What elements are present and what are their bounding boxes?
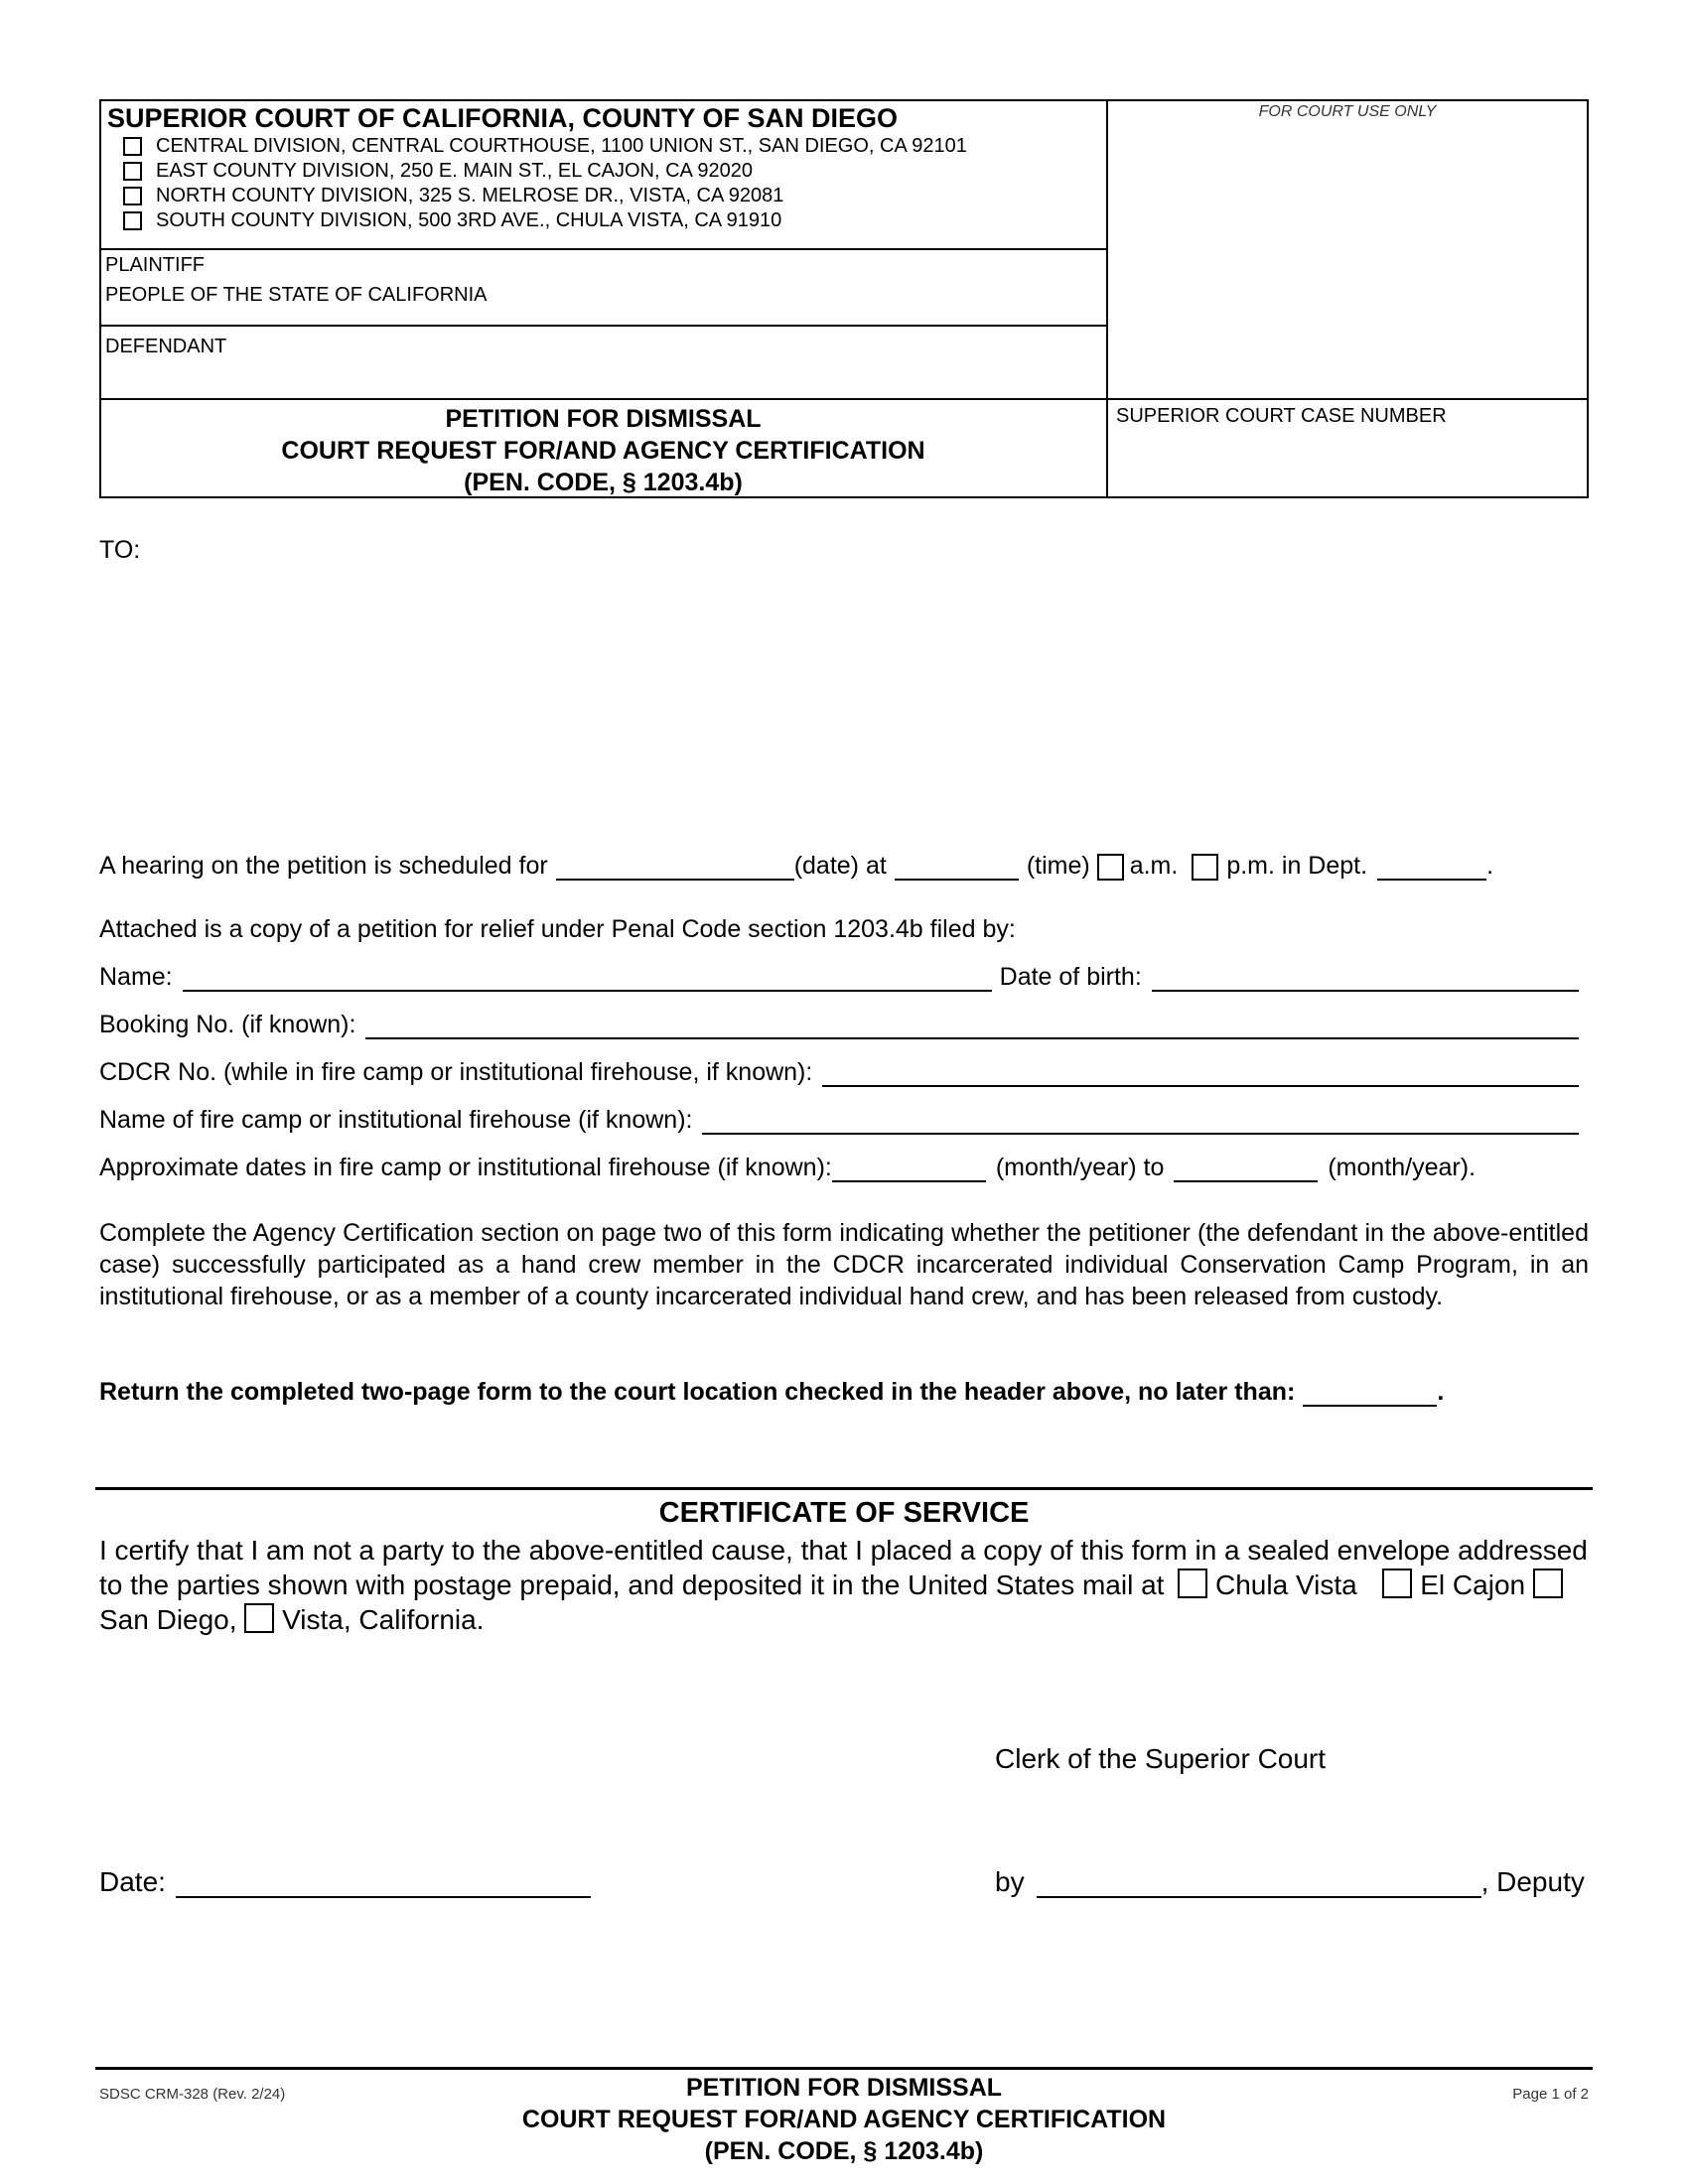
footer-divider	[95, 2067, 1593, 2070]
certificate-text	[99, 1533, 1589, 1637]
footer-title	[99, 2072, 1589, 2167]
end-month-year-field[interactable]	[1174, 1155, 1318, 1182]
form-title-line-1: PETITION FOR DISMISSAL	[445, 405, 762, 433]
pm-checkbox[interactable]	[1192, 854, 1218, 881]
to-address-area[interactable]	[99, 571, 1589, 799]
case-number-label: SUPERIOR COURT CASE NUMBER	[1116, 405, 1447, 427]
division-central-checkbox[interactable]	[123, 137, 142, 156]
to-label: TO:	[99, 536, 141, 564]
division-central-label: CENTRAL DIVISION, CENTRAL COURTHOUSE, 1100 UNION ST., SAN DIEGO, CA 92101	[156, 135, 967, 157]
return-row: Return the completed two-page form to the court location checked in the header above, no later than: .	[99, 1378, 1445, 1406]
deputy-label: , Deputy	[1480, 1866, 1585, 1897]
dob-field[interactable]	[1152, 964, 1579, 992]
date-field[interactable]	[176, 1868, 591, 1898]
footer-title-line-1: PETITION FOR DISMISSAL	[685, 2074, 1003, 2102]
division-east-label: EAST COUNTY DIVISION, 250 E. MAIN ST., EL CAJON, CA 92020	[156, 160, 753, 182]
dates-row	[99, 1154, 1476, 1182]
certificate-divider	[95, 1487, 1593, 1490]
camp-label: Name of fire camp or institutional firehouse (if known):	[99, 1106, 693, 1134]
booking-row	[99, 1011, 1579, 1039]
vista-checkbox[interactable]	[244, 1603, 274, 1633]
division-north	[123, 184, 967, 208]
hearing-row	[99, 852, 1493, 881]
instructions-paragraph: Complete the Agency Certification section on page two of this form indicating whether the petitioner (the defendant in the above-entitled case) successfully participated as a hand crew member in the CDCR incarcerated individual Conservation Camp Program, in an institutional firehouse, or as a member of a county incarcerated individual hand crew, and has been released from custody.	[99, 1219, 1589, 1310]
return-deadline-field[interactable]	[1303, 1379, 1437, 1407]
booking-label: Booking No. (if known):	[99, 1011, 356, 1038]
division-south-label: SOUTH COUNTY DIVISION, 500 3RD AVE., CHULA VISTA, CA 91910	[156, 209, 782, 231]
footer-title-line-2: COURT REQUEST FOR/AND AGENCY CERTIFICATION	[521, 2106, 1167, 2133]
date-label: Date:	[99, 1866, 166, 1897]
form-title-line-2: COURT REQUEST FOR/AND AGENCY CERTIFICATION	[281, 437, 925, 465]
camp-field[interactable]	[702, 1107, 1579, 1135]
booking-field[interactable]	[365, 1012, 1579, 1039]
month-year-to: (month/year) to	[995, 1154, 1165, 1181]
division-south-checkbox[interactable]	[123, 211, 142, 230]
hearing-time-field[interactable]	[895, 853, 1019, 881]
deputy-signature-field[interactable]	[1037, 1868, 1481, 1898]
attached-text: Attached is a copy of a petition for relief under Penal Code section 1203.4b filed by:	[99, 915, 1016, 943]
header-divider-plaintiff	[99, 248, 1107, 250]
cdcr-label: CDCR No. (while in fire camp or institutional firehouse, if known):	[99, 1058, 813, 1086]
hearing-time-label: (time)	[1026, 852, 1090, 880]
return-text: Return the completed two-page form to the court location checked in the header above, no later than:	[99, 1378, 1296, 1406]
dates-label: Approximate dates in fire camp or institutional firehouse (if known):	[99, 1154, 832, 1181]
san-diego-label: San Diego,	[99, 1604, 237, 1635]
san-diego-checkbox[interactable]	[1533, 1569, 1563, 1598]
defendant-label: DEFENDANT	[105, 336, 227, 357]
date-signature-row	[99, 1866, 591, 1898]
hearing-prefix: A hearing on the petition is scheduled for	[99, 852, 548, 880]
court-use-only-label: FOR COURT USE ONLY	[1258, 103, 1437, 120]
vista-label: Vista, California.	[282, 1604, 485, 1635]
court-title: SUPERIOR COURT OF CALIFORNIA, COUNTY OF SAN DIEGO	[107, 103, 899, 133]
division-east	[123, 159, 967, 184]
division-east-checkbox[interactable]	[123, 162, 142, 181]
pm-label: p.m. in Dept.	[1226, 852, 1368, 880]
attached-statement	[99, 915, 1016, 944]
name-field[interactable]	[183, 964, 992, 992]
division-north-checkbox[interactable]	[123, 187, 142, 205]
am-checkbox[interactable]	[1097, 854, 1124, 881]
camp-row	[99, 1106, 1579, 1135]
case-number-field[interactable]	[1116, 437, 1573, 486]
name-label: Name:	[99, 963, 173, 991]
certificate-statement: I certify that I am not a party to the above-entitled cause, that I placed a copy of this form in a sealed envelope addressed to the parties shown with postage prepaid, and deposited it in the United States mail at	[99, 1535, 1588, 1600]
division-list	[123, 134, 967, 233]
dob-label: Date of birth:	[999, 963, 1142, 991]
form-id: SDSC CRM-328 (Rev. 2/24)	[99, 2086, 286, 2103]
clerk-label: Clerk of the Superior Court	[995, 1743, 1327, 1774]
name-row	[99, 963, 1579, 992]
header-divider-title	[99, 398, 1589, 400]
hearing-end: .	[1486, 852, 1494, 880]
by-deputy-row	[995, 1866, 1585, 1898]
division-south	[123, 208, 967, 233]
plaintiff-label: PLAINTIFF	[105, 254, 206, 276]
certificate-title: CERTIFICATE OF SERVICE	[658, 1497, 1030, 1529]
el-cajon-checkbox[interactable]	[1382, 1569, 1412, 1598]
chula-vista-label: Chula Vista	[1215, 1570, 1357, 1600]
division-central	[123, 134, 967, 159]
page-number: Page 1 of 2	[1512, 2086, 1589, 2103]
start-month-year-field[interactable]	[832, 1155, 986, 1182]
cdcr-row	[99, 1058, 1579, 1087]
by-label: by	[995, 1866, 1025, 1897]
month-year-end: (month/year).	[1328, 1154, 1477, 1181]
cdcr-field[interactable]	[822, 1059, 1579, 1087]
dept-field[interactable]	[1377, 853, 1486, 881]
header-divider-defendant	[99, 325, 1107, 327]
am-label: a.m.	[1129, 852, 1179, 880]
plaintiff-value: PEOPLE OF THE STATE OF CALIFORNIA	[105, 284, 488, 306]
division-north-label: NORTH COUNTY DIVISION, 325 S. MELROSE DR., VISTA, CA 92081	[156, 185, 784, 206]
hearing-date-field[interactable]	[556, 853, 794, 881]
footer-title-line-3: (PEN. CODE, § 1203.4b)	[704, 2137, 984, 2165]
hearing-date-label: (date) at	[793, 852, 887, 880]
el-cajon-label: El Cajon	[1420, 1570, 1526, 1600]
chula-vista-checkbox[interactable]	[1178, 1569, 1207, 1598]
form-title-line-3: (PEN. CODE, § 1203.4b)	[464, 469, 743, 496]
form-title	[99, 403, 1107, 498]
